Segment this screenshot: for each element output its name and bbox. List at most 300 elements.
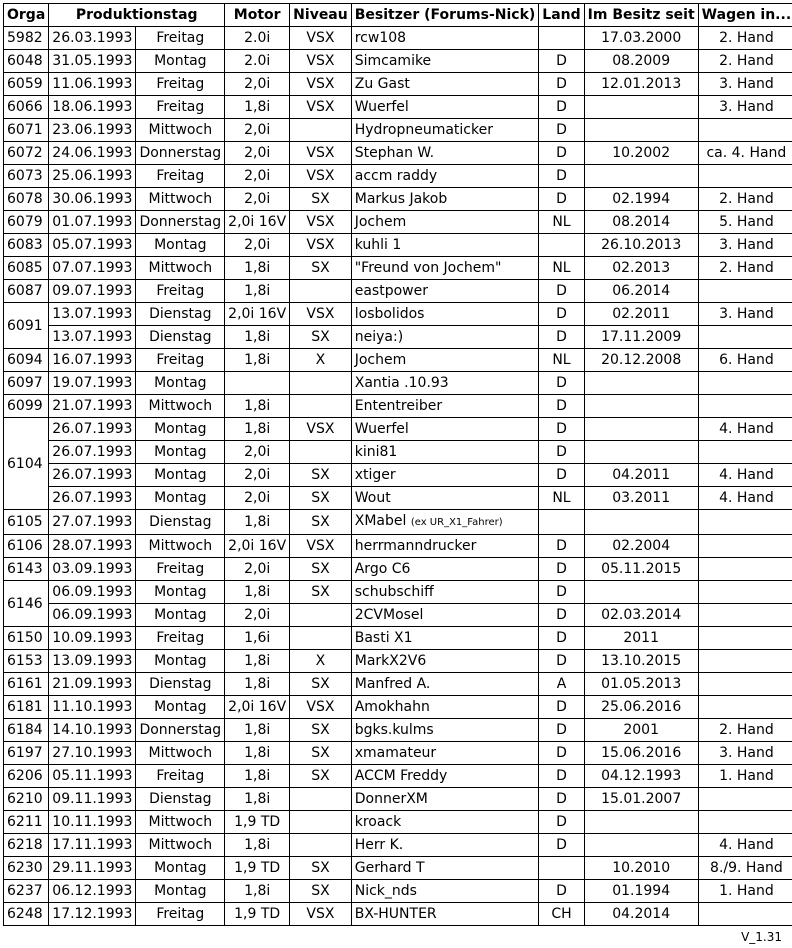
since-cell bbox=[584, 372, 698, 395]
niveau-cell: SX bbox=[290, 487, 352, 510]
hand-cell: 2. Hand bbox=[698, 719, 792, 742]
land-cell: D bbox=[539, 119, 584, 142]
motor-cell: 2,0i bbox=[225, 73, 290, 96]
day-cell: Freitag bbox=[136, 765, 225, 788]
date-cell: 11.10.1993 bbox=[49, 696, 136, 719]
niveau-cell: X bbox=[290, 349, 352, 372]
owner-cell: Gerhard T bbox=[351, 857, 539, 880]
day-cell: Montag bbox=[136, 418, 225, 441]
hand-cell: 2. Hand bbox=[698, 50, 792, 73]
header-row bbox=[4, 4, 792, 27]
date-cell: 19.07.1993 bbox=[49, 372, 136, 395]
hand-cell bbox=[698, 788, 792, 811]
niveau-cell: SX bbox=[290, 742, 352, 765]
orga-cell: 6146 bbox=[4, 581, 49, 627]
table-row bbox=[4, 742, 792, 765]
day-cell: Montag bbox=[136, 581, 225, 604]
owner-cell: Markus Jakob bbox=[351, 188, 539, 211]
day-cell: Donnerstag bbox=[136, 719, 225, 742]
owner-cell: "Freund von Jochem" bbox=[351, 257, 539, 280]
niveau-cell: SX bbox=[290, 857, 352, 880]
since-cell: 02.03.2014 bbox=[584, 604, 698, 627]
orga-cell: 6099 bbox=[4, 395, 49, 418]
date-cell: 10.11.1993 bbox=[49, 811, 136, 834]
date-cell: 26.03.1993 bbox=[49, 27, 136, 50]
day-cell: Freitag bbox=[136, 280, 225, 303]
date-cell: 06.09.1993 bbox=[49, 581, 136, 604]
since-cell: 17.11.2009 bbox=[584, 326, 698, 349]
motor-cell: 1,8i bbox=[225, 510, 290, 535]
owner-cell: Simcamike bbox=[351, 50, 539, 73]
land-cell: CH bbox=[539, 903, 584, 926]
owner-cell: Argo C6 bbox=[351, 558, 539, 581]
date-cell: 26.07.1993 bbox=[49, 418, 136, 441]
land-cell: D bbox=[539, 604, 584, 627]
motor-cell: 2.0i bbox=[225, 50, 290, 73]
hand-cell: ca. 4. Hand bbox=[698, 142, 792, 165]
table-row bbox=[4, 119, 792, 142]
day-cell: Montag bbox=[136, 487, 225, 510]
date-cell: 29.11.1993 bbox=[49, 857, 136, 880]
owner-cell: Jochem bbox=[351, 349, 539, 372]
niveau-cell bbox=[290, 604, 352, 627]
date-cell: 31.05.1993 bbox=[49, 50, 136, 73]
orga-cell: 5982 bbox=[4, 27, 49, 50]
niveau-cell: X bbox=[290, 650, 352, 673]
motor-cell: 1,8i bbox=[225, 96, 290, 119]
land-cell: D bbox=[539, 696, 584, 719]
owner-cell: Basti X1 bbox=[351, 627, 539, 650]
date-cell: 26.07.1993 bbox=[49, 441, 136, 464]
day-cell: Montag bbox=[136, 234, 225, 257]
table-row bbox=[4, 326, 792, 349]
since-cell: 01.05.2013 bbox=[584, 673, 698, 696]
since-cell bbox=[584, 510, 698, 535]
land-cell: D bbox=[539, 558, 584, 581]
niveau-cell: SX bbox=[290, 464, 352, 487]
motor-cell: 1,8i bbox=[225, 581, 290, 604]
since-cell bbox=[584, 165, 698, 188]
table-row bbox=[4, 349, 792, 372]
land-cell: D bbox=[539, 788, 584, 811]
orga-cell: 6079 bbox=[4, 211, 49, 234]
land-cell: D bbox=[539, 326, 584, 349]
table-row bbox=[4, 510, 792, 535]
niveau-cell: VSX bbox=[290, 696, 352, 719]
owner-note: (ex UR_X1_Fahrer) bbox=[410, 517, 503, 528]
date-cell: 18.06.1993 bbox=[49, 96, 136, 119]
owner-cell: losbolidos bbox=[351, 303, 539, 326]
since-cell bbox=[584, 119, 698, 142]
table-body bbox=[4, 27, 792, 926]
orga-cell: 6091 bbox=[4, 303, 49, 349]
hand-cell: 3. Hand bbox=[698, 303, 792, 326]
niveau-cell bbox=[290, 395, 352, 418]
day-cell: Montag bbox=[136, 696, 225, 719]
table-row bbox=[4, 303, 792, 326]
niveau-cell bbox=[290, 627, 352, 650]
owner-cell: BX-HUNTER bbox=[351, 903, 539, 926]
since-cell: 08.2009 bbox=[584, 50, 698, 73]
orga-cell: 6097 bbox=[4, 372, 49, 395]
orga-cell: 6059 bbox=[4, 73, 49, 96]
since-cell: 10.2010 bbox=[584, 857, 698, 880]
day-cell: Freitag bbox=[136, 627, 225, 650]
land-cell: NL bbox=[539, 487, 584, 510]
land-cell bbox=[539, 510, 584, 535]
niveau-cell: VSX bbox=[290, 418, 352, 441]
day-cell: Montag bbox=[136, 50, 225, 73]
date-cell: 09.11.1993 bbox=[49, 788, 136, 811]
date-cell: 28.07.1993 bbox=[49, 535, 136, 558]
orga-cell: 6237 bbox=[4, 880, 49, 903]
land-cell: D bbox=[539, 719, 584, 742]
table-row bbox=[4, 395, 792, 418]
owner-cell: herrmanndrucker bbox=[351, 535, 539, 558]
table-row bbox=[4, 464, 792, 487]
since-cell: 20.12.2008 bbox=[584, 349, 698, 372]
land-cell: D bbox=[539, 441, 584, 464]
table-row bbox=[4, 188, 792, 211]
day-cell: Freitag bbox=[136, 349, 225, 372]
hand-cell: 2. Hand bbox=[698, 188, 792, 211]
header-motor: Motor bbox=[225, 4, 290, 27]
orga-cell: 6230 bbox=[4, 857, 49, 880]
version-label: V_1.31 bbox=[741, 930, 782, 944]
hand-cell: 3. Hand bbox=[698, 96, 792, 119]
since-cell bbox=[584, 811, 698, 834]
date-cell: 30.06.1993 bbox=[49, 188, 136, 211]
table-row bbox=[4, 441, 792, 464]
day-cell: Mittwoch bbox=[136, 742, 225, 765]
niveau-cell: VSX bbox=[290, 142, 352, 165]
date-cell: 26.07.1993 bbox=[49, 487, 136, 510]
orga-cell: 6181 bbox=[4, 696, 49, 719]
table-row bbox=[4, 696, 792, 719]
date-cell: 24.06.1993 bbox=[49, 142, 136, 165]
hand-cell bbox=[698, 673, 792, 696]
table-row bbox=[4, 788, 792, 811]
since-cell: 03.2011 bbox=[584, 487, 698, 510]
niveau-cell bbox=[290, 834, 352, 857]
niveau-cell: SX bbox=[290, 188, 352, 211]
hand-cell: 3. Hand bbox=[698, 742, 792, 765]
niveau-cell: SX bbox=[290, 558, 352, 581]
niveau-cell: VSX bbox=[290, 211, 352, 234]
motor-cell: 2,0i 16V bbox=[225, 696, 290, 719]
hand-cell: 4. Hand bbox=[698, 834, 792, 857]
date-cell: 06.09.1993 bbox=[49, 604, 136, 627]
since-cell: 2001 bbox=[584, 719, 698, 742]
table-row bbox=[4, 650, 792, 673]
since-cell: 26.10.2013 bbox=[584, 234, 698, 257]
date-cell: 27.10.1993 bbox=[49, 742, 136, 765]
land-cell: D bbox=[539, 96, 584, 119]
owner-cell: neiya:) bbox=[351, 326, 539, 349]
niveau-cell: SX bbox=[290, 719, 352, 742]
motor-cell: 2,0i bbox=[225, 604, 290, 627]
day-cell: Dienstag bbox=[136, 303, 225, 326]
motor-cell: 1,8i bbox=[225, 257, 290, 280]
land-cell bbox=[539, 27, 584, 50]
land-cell: D bbox=[539, 188, 584, 211]
table-row bbox=[4, 73, 792, 96]
orga-cell: 6048 bbox=[4, 50, 49, 73]
owner-cell: Wuerfel bbox=[351, 418, 539, 441]
owner-cell: xtiger bbox=[351, 464, 539, 487]
day-cell: Dienstag bbox=[136, 788, 225, 811]
header-produktionstag: Produktionstag bbox=[49, 4, 225, 27]
hand-cell bbox=[698, 326, 792, 349]
date-cell: 05.07.1993 bbox=[49, 234, 136, 257]
land-cell: D bbox=[539, 464, 584, 487]
owner-cell: Amokhahn bbox=[351, 696, 539, 719]
date-cell: 26.07.1993 bbox=[49, 464, 136, 487]
owner-list-table-wrap bbox=[3, 3, 792, 926]
motor-cell: 1,8i bbox=[225, 834, 290, 857]
niveau-cell bbox=[290, 811, 352, 834]
date-cell: 21.09.1993 bbox=[49, 673, 136, 696]
since-cell: 12.01.2013 bbox=[584, 73, 698, 96]
since-cell bbox=[584, 834, 698, 857]
table-row bbox=[4, 811, 792, 834]
day-cell: Dienstag bbox=[136, 326, 225, 349]
land-cell: D bbox=[539, 834, 584, 857]
land-cell: D bbox=[539, 650, 584, 673]
day-cell: Mittwoch bbox=[136, 257, 225, 280]
land-cell: D bbox=[539, 50, 584, 73]
day-cell: Dienstag bbox=[136, 673, 225, 696]
owner-cell: Stephan W. bbox=[351, 142, 539, 165]
table-row bbox=[4, 211, 792, 234]
date-cell: 14.10.1993 bbox=[49, 719, 136, 742]
owner-cell bbox=[351, 510, 539, 535]
niveau-cell bbox=[290, 119, 352, 142]
hand-cell: 5. Hand bbox=[698, 211, 792, 234]
hand-cell bbox=[698, 903, 792, 926]
header-niveau: Niveau bbox=[290, 4, 352, 27]
day-cell: Freitag bbox=[136, 558, 225, 581]
motor-cell: 1,8i bbox=[225, 395, 290, 418]
day-cell: Mittwoch bbox=[136, 395, 225, 418]
motor-cell: 1,9 TD bbox=[225, 857, 290, 880]
table-row bbox=[4, 165, 792, 188]
land-cell: D bbox=[539, 627, 584, 650]
day-cell: Montag bbox=[136, 372, 225, 395]
owner-name: XMabel bbox=[354, 513, 407, 529]
date-cell: 07.07.1993 bbox=[49, 257, 136, 280]
hand-cell bbox=[698, 696, 792, 719]
since-cell: 06.2014 bbox=[584, 280, 698, 303]
table-row bbox=[4, 558, 792, 581]
hand-cell: 1. Hand bbox=[698, 880, 792, 903]
orga-cell: 6206 bbox=[4, 765, 49, 788]
table-row bbox=[4, 834, 792, 857]
motor-cell: 1,8i bbox=[225, 788, 290, 811]
hand-cell bbox=[698, 811, 792, 834]
orga-cell: 6085 bbox=[4, 257, 49, 280]
land-cell: NL bbox=[539, 211, 584, 234]
hand-cell bbox=[698, 119, 792, 142]
land-cell: D bbox=[539, 142, 584, 165]
owner-list-table bbox=[3, 3, 792, 926]
niveau-cell: VSX bbox=[290, 73, 352, 96]
table-row bbox=[4, 765, 792, 788]
owner-cell: kroack bbox=[351, 811, 539, 834]
motor-cell: 2,0i bbox=[225, 188, 290, 211]
land-cell: D bbox=[539, 880, 584, 903]
table-row bbox=[4, 234, 792, 257]
hand-cell bbox=[698, 372, 792, 395]
motor-cell: 1,8i bbox=[225, 673, 290, 696]
land-cell: D bbox=[539, 418, 584, 441]
hand-cell bbox=[698, 558, 792, 581]
motor-cell: 2,0i bbox=[225, 441, 290, 464]
table-row bbox=[4, 487, 792, 510]
orga-cell: 6072 bbox=[4, 142, 49, 165]
hand-cell: 2. Hand bbox=[698, 257, 792, 280]
land-cell: D bbox=[539, 535, 584, 558]
owner-cell: Jochem bbox=[351, 211, 539, 234]
table-row bbox=[4, 96, 792, 119]
orga-cell: 6197 bbox=[4, 742, 49, 765]
day-cell: Mittwoch bbox=[136, 188, 225, 211]
table-row bbox=[4, 604, 792, 627]
orga-cell: 6066 bbox=[4, 96, 49, 119]
land-cell: NL bbox=[539, 349, 584, 372]
header-wagen-in: Wagen in... bbox=[698, 4, 792, 27]
since-cell: 15.06.2016 bbox=[584, 742, 698, 765]
day-cell: Mittwoch bbox=[136, 119, 225, 142]
day-cell: Montag bbox=[136, 441, 225, 464]
land-cell: D bbox=[539, 765, 584, 788]
owner-cell: xmamateur bbox=[351, 742, 539, 765]
day-cell: Freitag bbox=[136, 165, 225, 188]
hand-cell bbox=[698, 441, 792, 464]
motor-cell: 2,0i bbox=[225, 165, 290, 188]
motor-cell: 1,9 TD bbox=[225, 811, 290, 834]
niveau-cell: VSX bbox=[290, 234, 352, 257]
date-cell: 21.07.1993 bbox=[49, 395, 136, 418]
niveau-cell: VSX bbox=[290, 303, 352, 326]
header-orga: Orga bbox=[4, 4, 49, 27]
land-cell: A bbox=[539, 673, 584, 696]
motor-cell: 2,0i bbox=[225, 234, 290, 257]
orga-cell: 6083 bbox=[4, 234, 49, 257]
table-row bbox=[4, 627, 792, 650]
since-cell bbox=[584, 441, 698, 464]
owner-cell: Wuerfel bbox=[351, 96, 539, 119]
day-cell: Mittwoch bbox=[136, 834, 225, 857]
table-row bbox=[4, 857, 792, 880]
orga-cell: 6106 bbox=[4, 535, 49, 558]
hand-cell: 4. Hand bbox=[698, 487, 792, 510]
owner-cell: schubschiff bbox=[351, 581, 539, 604]
owner-cell: Nick_nds bbox=[351, 880, 539, 903]
owner-cell: kini81 bbox=[351, 441, 539, 464]
niveau-cell: VSX bbox=[290, 27, 352, 50]
niveau-cell: SX bbox=[290, 765, 352, 788]
owner-cell: Xantia .10.93 bbox=[351, 372, 539, 395]
hand-cell: 3. Hand bbox=[698, 73, 792, 96]
table-row bbox=[4, 27, 792, 50]
date-cell: 13.07.1993 bbox=[49, 303, 136, 326]
day-cell: Donnerstag bbox=[136, 211, 225, 234]
since-cell: 08.2014 bbox=[584, 211, 698, 234]
date-cell: 11.06.1993 bbox=[49, 73, 136, 96]
date-cell: 23.06.1993 bbox=[49, 119, 136, 142]
date-cell: 27.07.1993 bbox=[49, 510, 136, 535]
orga-cell: 6248 bbox=[4, 903, 49, 926]
owner-cell: Manfred A. bbox=[351, 673, 539, 696]
hand-cell: 4. Hand bbox=[698, 464, 792, 487]
motor-cell: 2,0i bbox=[225, 464, 290, 487]
land-cell: D bbox=[539, 303, 584, 326]
since-cell: 13.10.2015 bbox=[584, 650, 698, 673]
table-row bbox=[4, 418, 792, 441]
date-cell: 05.11.1993 bbox=[49, 765, 136, 788]
motor-cell: 2,0i bbox=[225, 487, 290, 510]
orga-cell: 6184 bbox=[4, 719, 49, 742]
orga-cell: 6210 bbox=[4, 788, 49, 811]
motor-cell: 2,0i bbox=[225, 119, 290, 142]
day-cell: Mittwoch bbox=[136, 811, 225, 834]
owner-cell: Wout bbox=[351, 487, 539, 510]
hand-cell bbox=[698, 395, 792, 418]
day-cell: Dienstag bbox=[136, 510, 225, 535]
owner-cell: Ententreiber bbox=[351, 395, 539, 418]
motor-cell: 1,8i bbox=[225, 280, 290, 303]
date-cell: 16.07.1993 bbox=[49, 349, 136, 372]
table-row bbox=[4, 673, 792, 696]
motor-cell: 1,6i bbox=[225, 627, 290, 650]
day-cell: Freitag bbox=[136, 73, 225, 96]
day-cell: Freitag bbox=[136, 27, 225, 50]
day-cell: Donnerstag bbox=[136, 142, 225, 165]
motor-cell: 1,8i bbox=[225, 418, 290, 441]
orga-cell: 6073 bbox=[4, 165, 49, 188]
table-row bbox=[4, 142, 792, 165]
niveau-cell: SX bbox=[290, 257, 352, 280]
motor-cell: 1,8i bbox=[225, 742, 290, 765]
motor-cell: 2,0i 16V bbox=[225, 211, 290, 234]
hand-cell: 2. Hand bbox=[698, 27, 792, 50]
day-cell: Mittwoch bbox=[136, 535, 225, 558]
since-cell: 04.2014 bbox=[584, 903, 698, 926]
orga-cell: 6071 bbox=[4, 119, 49, 142]
niveau-cell: VSX bbox=[290, 165, 352, 188]
land-cell bbox=[539, 234, 584, 257]
table-row bbox=[4, 257, 792, 280]
date-cell: 17.11.1993 bbox=[49, 834, 136, 857]
motor-cell: 1,9 TD bbox=[225, 903, 290, 926]
orga-cell: 6143 bbox=[4, 558, 49, 581]
hand-cell: 6. Hand bbox=[698, 349, 792, 372]
orga-cell: 6105 bbox=[4, 510, 49, 535]
niveau-cell bbox=[290, 280, 352, 303]
date-cell: 13.09.1993 bbox=[49, 650, 136, 673]
table-row bbox=[4, 535, 792, 558]
hand-cell bbox=[698, 510, 792, 535]
orga-cell: 6104 bbox=[4, 418, 49, 510]
orga-cell: 6150 bbox=[4, 627, 49, 650]
since-cell: 17.03.2000 bbox=[584, 27, 698, 50]
niveau-cell: SX bbox=[290, 880, 352, 903]
date-cell: 25.06.1993 bbox=[49, 165, 136, 188]
since-cell: 25.06.2016 bbox=[584, 696, 698, 719]
owner-cell: Hydropneumaticker bbox=[351, 119, 539, 142]
since-cell: 10.2002 bbox=[584, 142, 698, 165]
